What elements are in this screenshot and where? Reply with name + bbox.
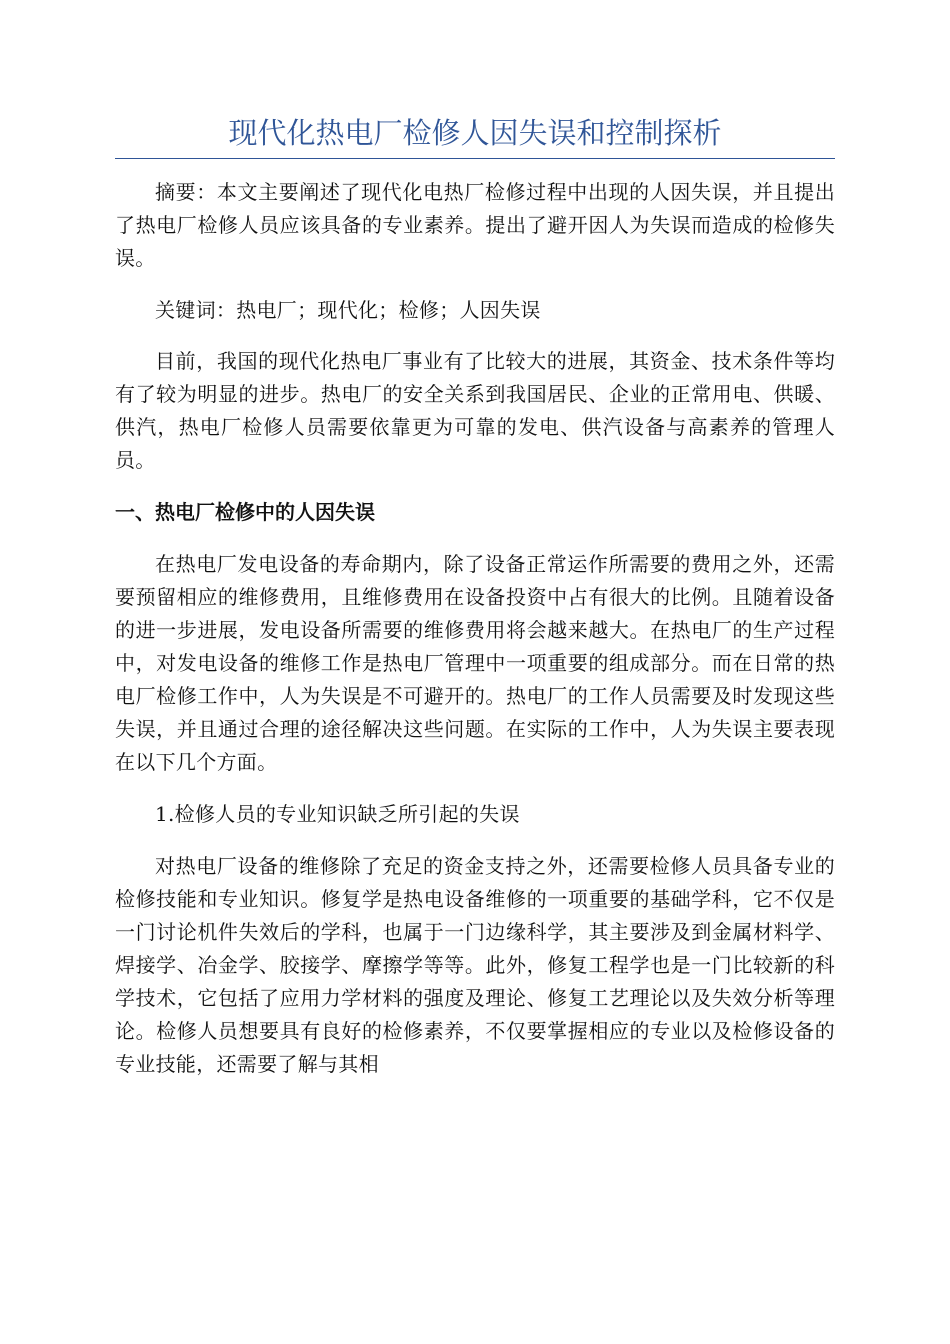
section-1-paragraph: 在热电厂发电设备的寿命期内，除了设备正常运作所需要的费用之外，还需要预留相应的维修费用，且维修费用在设备投资中占有很大的比例。且随着设备的进一步进展，发电设备所需要的维修费用将会越来越大。在热电厂的生产过程中，对发电设备的维修工作是热电厂管理中一项重要的组成部分。而在日常的热电厂检修工作中，人为失误是不可避开的。热电厂的工作人员需要及时发现这些失误，并且通过合理的途径解决这些问题。在实际的工作中，人为失误主要表现在以下几个方面。	[115, 552, 835, 774]
subsection-heading-1: 1.检修人员的专业知识缺乏所引起的失误	[155, 802, 520, 826]
abstract-paragraph: 摘要：本文主要阐述了现代化电热厂检修过程中出现的人因失误，并且提出了热电厂检修人员应该具备的专业素养。提出了避开因人为失误而造成的检修失误。	[115, 180, 835, 270]
intro-paragraph: 目前，我国的现代化热电厂事业有了比较大的进展，其资金、技术条件等均有了较为明显的进步。热电厂的安全关系到我国居民、企业的正常用电、供暖、供汽，热电厂检修人员需要依靠更为可靠的发电、供汽设备与高素养的管理人员。	[115, 349, 835, 472]
document-title: 现代化热电厂检修人因失误和控制探析	[228, 116, 722, 150]
document-body	[115, 176, 835, 1081]
section-heading-1: 一、热电厂检修中的人因失误	[115, 500, 375, 524]
keywords-paragraph: 关键词：热电厂；现代化；检修；人因失误	[155, 298, 541, 322]
subsection-1-paragraph: 对热电厂设备的维修除了充足的资金支持之外，还需要检修人员具备专业的检修技能和专业知识。修复学是热电设备维修的一项重要的基础学科，它不仅是一门讨论机件失效后的学科，也属于一门边缘科学，其主要涉及到金属材料学、焊接学、冶金学、胶接学、摩擦学等等。此外，修复工程学也是一门比较新的科学技术，它包括了应用力学材料的强度及理论、修复工艺理论以及失效分析等理论。检修人员想要具有良好的检修素养，不仅要掌握相应的专业以及检修设备的专业技能，还需要了解与其相	[115, 854, 835, 1076]
title-block	[115, 112, 835, 159]
